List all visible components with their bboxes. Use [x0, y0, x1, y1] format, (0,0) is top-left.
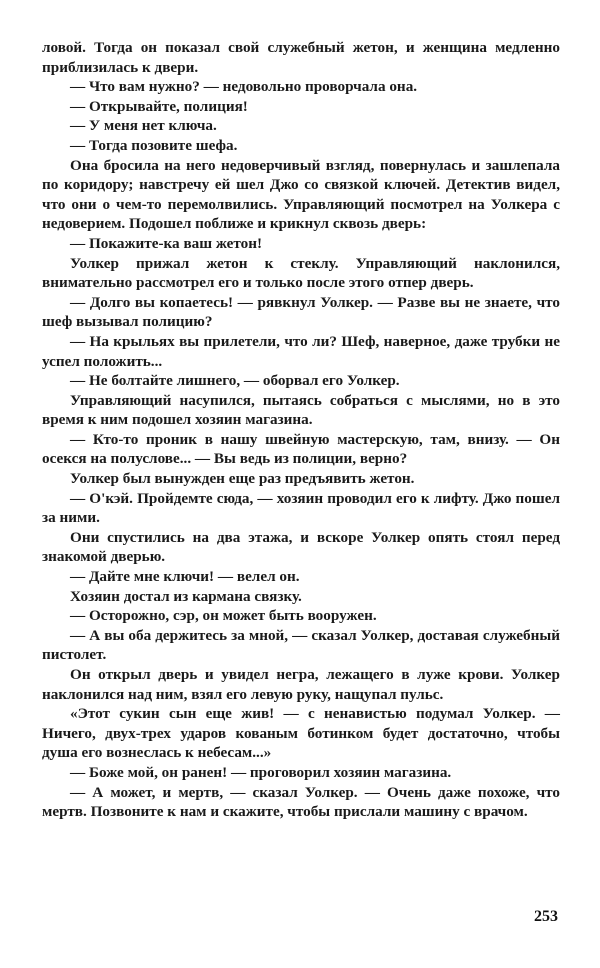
paragraph: ловой. Тогда он показал свой служебный жетон, и женщина медленно приблизилась к двери. — [42, 39, 560, 76]
paragraph: — Открывайте, полиция! — [70, 97, 248, 115]
paragraph: — Что вам нужно? — недовольно проворчала она. — [70, 78, 418, 96]
page-body — [42, 38, 560, 822]
paragraph: Он открыл дверь и увидел негра, лежащего в луже крови. Уолкер наклонился над ним, взял его левую руку, нащупал пульс. — [42, 666, 560, 703]
paragraph: Уолкер был вынужден еще раз предъявить жетон. — [70, 470, 415, 488]
paragraph: — Осторожно, сэр, он может быть вооружен. — [70, 607, 377, 625]
paragraph: — А вы оба держитесь за мной, — сказал Уолкер, доставая служебный пистолет. — [42, 626, 560, 664]
paragraph: Хозяин достал из кармана связку. — [70, 587, 302, 605]
paragraph: — Тогда позовите шефа. — [70, 136, 238, 154]
paragraph: — А может, и мертв, — сказал Уолкер. — Очень даже похоже, что мертв. Позвоните к нам и скажите, чтобы прислали машину с врачом. — [42, 783, 560, 821]
paragraph: — Долго вы копаетесь! — рявкнул Уолкер. — Разве вы не знаете, что шеф вызывал полицию? — [42, 293, 560, 331]
paragraph: — У меня нет ключа. — [70, 117, 217, 135]
paragraph: — Не болтайте лишнего, — оборвал его Уолкер. — [70, 372, 400, 390]
paragraph: Уолкер прижал жетон к стеклу. Управляющий наклонился, внимательно рассмотрел его и только после этого отпер дверь. — [42, 254, 560, 292]
paragraph: «Этот сукин сын еще жив! — с ненавистью подумал Уолкер. — Ничего, двух-трех ударов кованым ботинком будет достаточно, чтобы душа его вознеслась к небесам...» — [42, 705, 560, 762]
paragraph: Управляющий насупился, пытаясь собраться с мыслями, но в это время к ним подошел хозяин магазина. — [42, 391, 560, 429]
paragraph: — На крыльях вы прилетели, что ли? Шеф, наверное, даже трубки не успел положить... — [42, 332, 560, 370]
paragraph: — Кто-то проник в нашу швейную мастерскую, там, внизу. — Он осекся на полуслове... — Вы ведь из полиции, верно? — [42, 430, 560, 468]
paragraph: — О'кэй. Пройдемте сюда, — хозяин проводил его к лифту. Джо пошел за ними. — [42, 489, 560, 527]
paragraph: — Покажите-ка ваш жетон! — [70, 234, 263, 252]
paragraph: Они спустились на два этажа, и вскоре Уолкер опять стоял перед знакомой дверью. — [42, 528, 560, 566]
paragraph: — Дайте мне ключи! — велел он. — [70, 568, 300, 586]
paragraph: Она бросила на него недоверчивый взгляд, повернулась и зашлепала по коридору; навстречу ей шел Джо со связкой ключей. Детектив видел, что они о чем-то перемолвились. Управляющий посмотрел на Уолкера с недоверием. Подошел поближе и крикнул сквозь дверь: — [42, 156, 560, 233]
paragraph: — Боже мой, он ранен! — проговорил хозяин магазина. — [70, 763, 452, 781]
page-number: 253 — [534, 908, 558, 925]
